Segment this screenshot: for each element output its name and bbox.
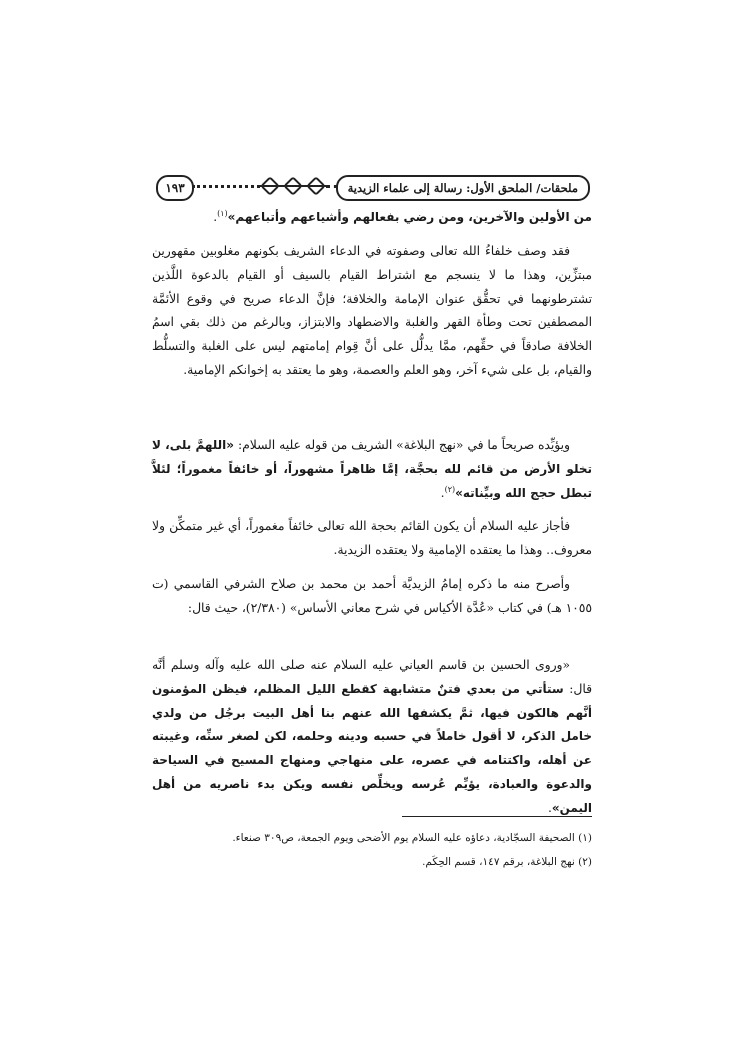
paragraph xyxy=(152,573,592,621)
paragraph xyxy=(152,206,592,230)
paragraph-text xyxy=(152,434,592,505)
running-title-box xyxy=(336,175,590,201)
quoted-text: من الأولين والآخرين، ومن رضي بفعالهم وأشياعهم وأتباعهم» xyxy=(227,210,592,224)
text-run: فأجاز عليه السلام أن يكون القائم بحجة الله تعالى خائفاً مغموراً، أي غير متمكِّن ولا معروف.. وهذا ما يعتقده الإمامية ولا يعتقده الزيدية. xyxy=(152,519,592,557)
footnotes xyxy=(152,826,592,874)
footnote-1: (١) الصحيفة السجّادية، دعاؤه عليه السلام يوم الأضحى ويوم الجمعة، ص٣٠٩ صنعاء. xyxy=(232,832,592,844)
text-run: . xyxy=(440,485,445,500)
header-dotted-rule xyxy=(192,185,260,188)
text-run: وأصرح منه ما ذكره إمامُ الزيديَّة أحمد بن محمد بن صلاح الشرفي القاسمي (ت ١٠٥٥ هـ) في كتاب «عُدَّة الأكياس في شرح معاني الأساس» (٢/٣٨٠)، حيث قال: xyxy=(152,577,592,615)
running-title: ملحقات/ الملحق الأول: رسالة إلى علماء الزيدية xyxy=(347,181,578,195)
footnote-marker: (١) xyxy=(217,208,228,218)
footnote-marker: (٢) xyxy=(444,484,456,494)
text-run: . xyxy=(213,210,218,224)
paragraph xyxy=(152,240,592,383)
page-number-box xyxy=(156,175,194,201)
quoted-text: «اللهمَّ بلى، لا تخلو الأرض من قائم لله بحجَّة، إمَّا ظاهراً مشهوراً، أو خائفاً مغموراً؛ لئلاَّ تبطل حجج الله وبيِّناته» xyxy=(152,438,592,500)
header-dotted-rule xyxy=(326,185,338,188)
paragraph xyxy=(152,515,592,563)
paragraph-text xyxy=(152,573,592,621)
text-run: «وروى الحسين بن قاسم العياني عليه السلام عنه صلى الله عليه وآله وسلم أنَّه قال: xyxy=(152,658,592,696)
text-run: ويؤيِّده صريحاً ما في «نهج البلاغة» الشريف من قوله عليه السلام: xyxy=(234,438,570,452)
paragraph xyxy=(152,434,592,505)
quoted-text: ستأتي من بعدي فتنٌ متشابهة كقطع الليل المظلم، فيظن المؤمنون أنَّهم هالكون فيها، ثمَّ يكشفها الله عنهم بنا أهل البيت برجُل من ولدي خامل الذكر، لا أقول خاملاً في حسبه ودينه وحلمه، لكن لصغر سنِّه، وغيبته عن أهله، واكتتامه في عصره، على منهاجي ومنهاج المسيح في السياحة والدعوة والعبادة، يؤيِّم عُرسه ويخلِّص نفسه ويكن بدء ناصريه من أهل اليمن» xyxy=(152,681,592,815)
text-run: . xyxy=(547,800,552,815)
paragraph-text xyxy=(152,206,592,230)
footnote-separator xyxy=(402,816,592,817)
knot-ornament-icon xyxy=(260,177,326,195)
paragraph-text xyxy=(152,240,592,383)
text-run: فقد وصف خلفاءُ الله تعالى وصفوته في الدعاء الشريف بكونهم مغلوبين مقهورين مبتزِّين، وهذا ما لا ينسجم مع اشتراط القيام بالسيف أو القيام بالدعوة اللَّذين تشترطونهما في تحقُّق عنوان الإمامة والخلافة؛ فإنَّ الدعاء صريح في وقوع الأئمَّة المصطفين تحت وطأة القهر والغلبة والاضطهاد والابتزاز، وبالرغم من ذلك بقي اسمُ الخلافة صادقاً في حقِّهم، ممَّا يدلُّل على أنَّ قِوام إمامتهم ليس على الغلبة والتسلُّط والقيام، بل على شيء آخر، وهو العلم والعصمة، وهو ما يعتقد به إخوانكم الإمامية. xyxy=(152,244,592,377)
paragraph xyxy=(152,654,592,821)
page-header xyxy=(156,172,590,202)
paragraph-text xyxy=(152,515,592,563)
page-number: ١٩٣ xyxy=(165,181,185,195)
paragraph-text xyxy=(152,654,592,821)
footnote-2: (٢) نهج البلاغة، برقم ١٤٧، قسم الحِكَم. xyxy=(422,856,592,868)
